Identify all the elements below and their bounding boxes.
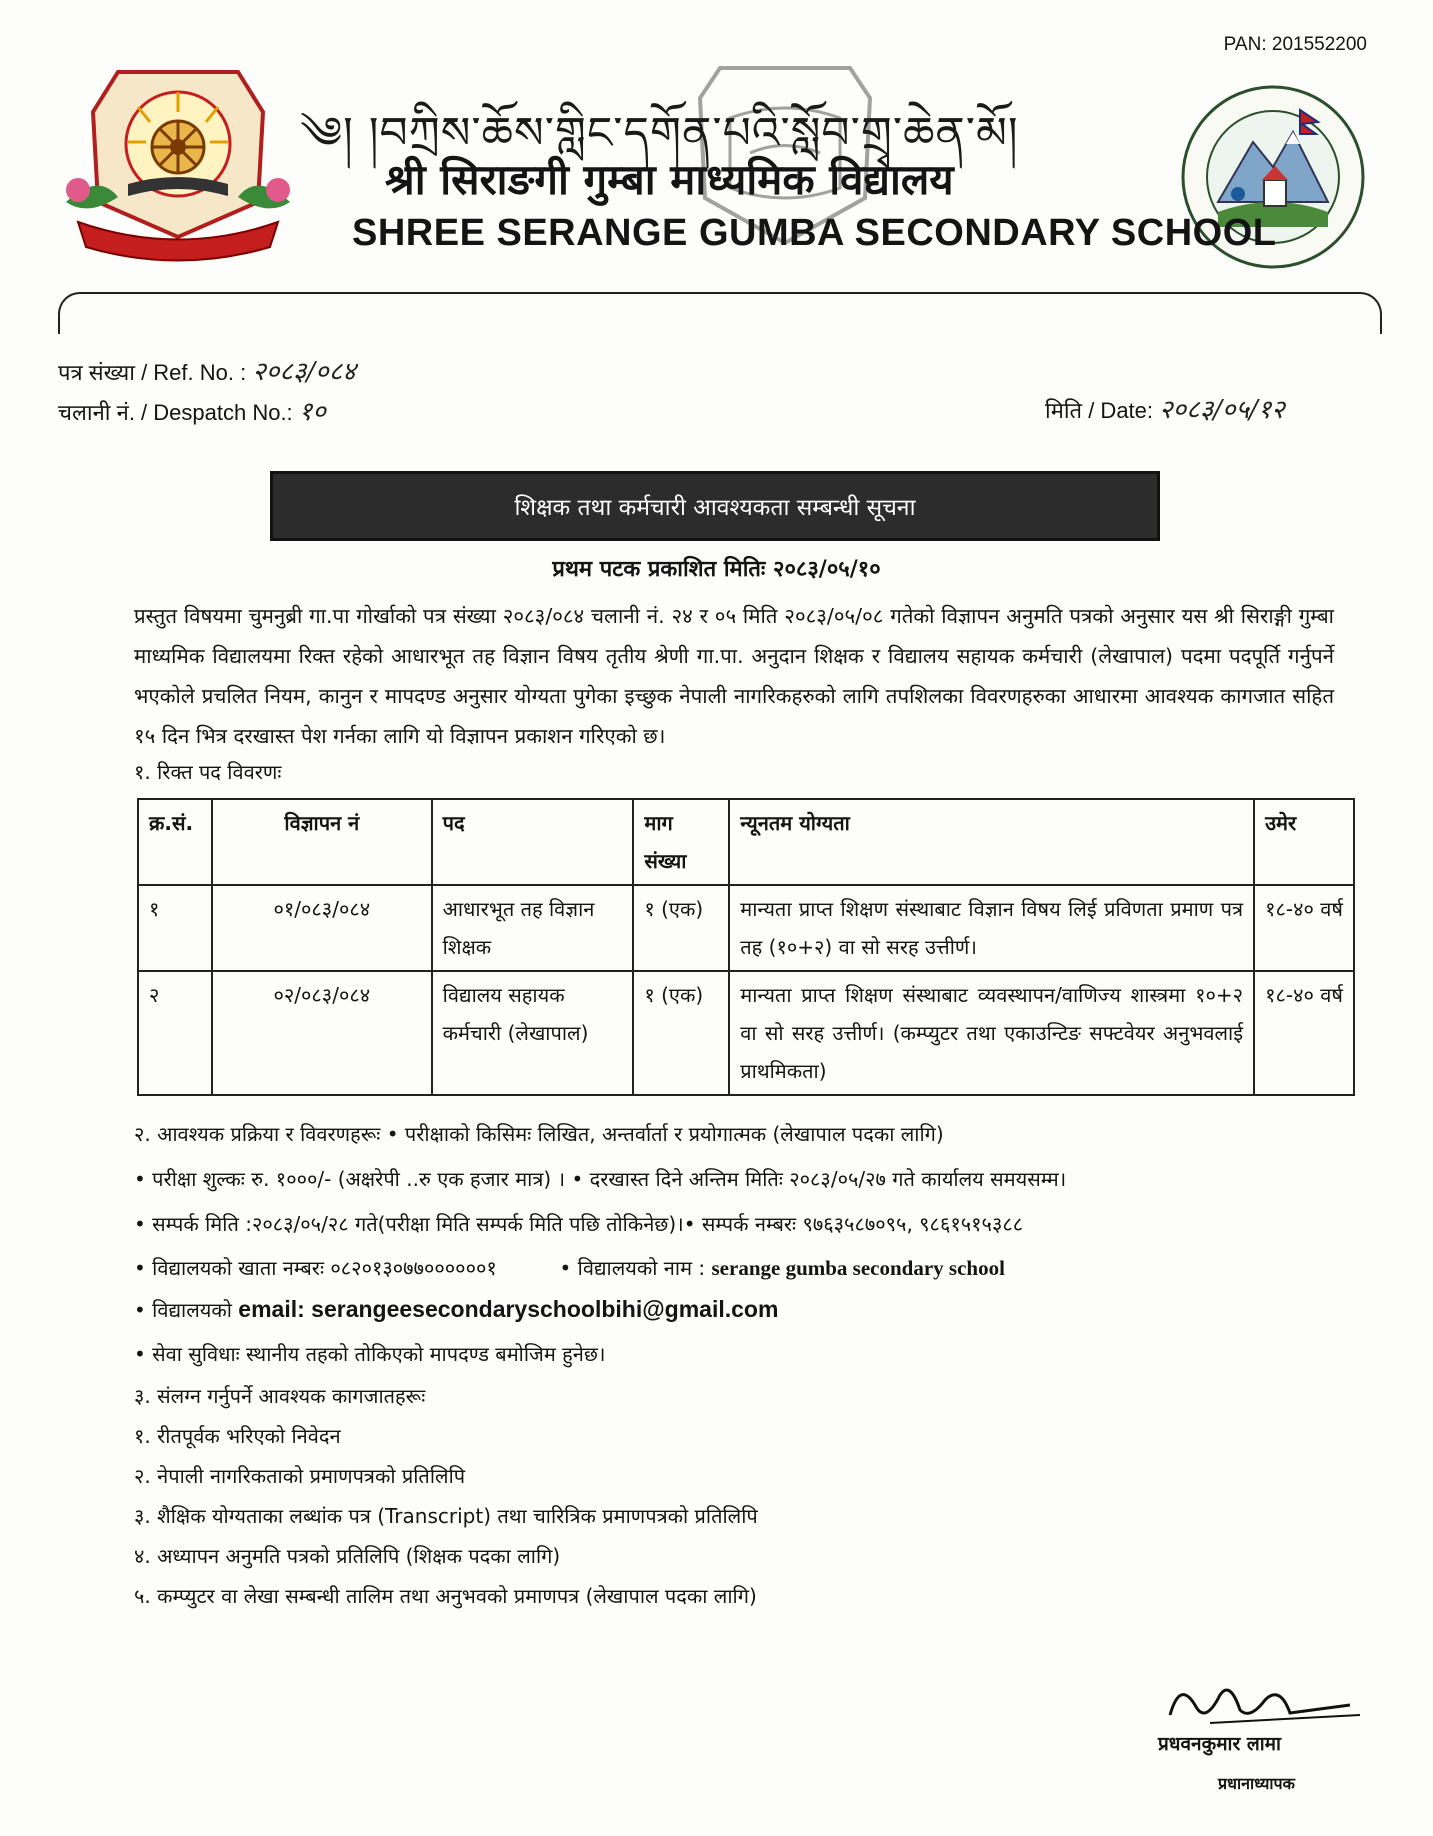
date-label: मिति / Date: <box>1045 398 1154 423</box>
col-post: पद <box>432 799 634 885</box>
despatch-number-row <box>58 392 326 428</box>
account-label: • विद्यालयको खाता नम्बरः <box>134 1256 325 1280</box>
cell-serial: १ <box>138 885 212 971</box>
school-name-value: serange gumba secondary school <box>711 1256 1005 1280</box>
school-name-english: SHREE SERANGE GUMBA SECONDARY SCHOOL <box>352 212 1277 254</box>
cell-age: १८-४० वर्ष <box>1254 885 1354 971</box>
list-item: १. रीतपूर्वक भरिएको निवेदन <box>134 1424 341 1448</box>
col-demand: माग संख्या <box>633 799 729 885</box>
email-label: • विद्यालयको <box>134 1298 232 1322</box>
process-fee-deadline: • परीक्षा शुल्कः रु. १०००/- (अक्षरेपी ..रु एक हजार मात्र) । • दरखास्त दिने अन्तिम मितिः २०८३/०५/२७ गते कार्यालय समयसम्म। <box>134 1167 1067 1191</box>
cell-serial: २ <box>138 971 212 1095</box>
school-email-link[interactable]: email: serangeesecondaryschoolbihi@gmail.com <box>238 1296 779 1322</box>
school-email-row <box>134 1296 778 1323</box>
cell-demand: १ (एक) <box>633 885 729 971</box>
cell-qualification: मान्यता प्राप्त शिक्षण संस्थाबाट व्यवस्थापन/वाणिज्य शास्त्रमा १०+२ वा सो सरह उत्तीर्ण। (कम्प्युटर तथा एकाउन्टिङ सफ्टवेयर अनुभवलाई प्राथमिकता) <box>729 971 1254 1095</box>
despatch-label: चलानी नं. / Despatch No.: <box>58 400 293 425</box>
account-value: ०८२०१३०७७००००००१ <box>330 1256 497 1280</box>
despatch-value: १० <box>298 397 326 427</box>
cell-post: आधारभूत तह विज्ञान शिक्षक <box>432 885 634 971</box>
header-divider <box>58 292 1382 334</box>
documents-title: ३. संलग्न गर्नुपर्ने आवश्यक कागजातहरूः <box>134 1384 426 1408</box>
school-logo <box>58 52 298 262</box>
ref-value: २०८३/०८४ <box>252 357 356 387</box>
signatory-title: प्रधानाध्यापक <box>1218 1774 1295 1793</box>
list-item: ४. अध्यापन अनुमति पत्रको प्रतिलिपि (शिक्षक पदका लागि) <box>134 1544 561 1568</box>
cell-ad-number: ०१/०८३/०८४ <box>212 885 432 971</box>
cell-post: विद्यालय सहायक कर्मचारी (लेखापाल) <box>432 971 634 1095</box>
col-ad-number: विज्ञापन नं <box>212 799 432 885</box>
date-row <box>1045 390 1285 426</box>
notice-banner: शिक्षक तथा कर्मचारी आवश्यकता सम्बन्धी सूचना <box>270 471 1160 541</box>
process-exam-type: २. आवश्यक प्रक्रिया र विवरणहरूः • परीक्षाको किसिमः लिखित, अन्तर्वार्ता र प्रयोगात्मक (लेखापाल पदका लागि) <box>134 1122 944 1146</box>
cell-ad-number: ०२/०८३/०८४ <box>212 971 432 1095</box>
table-row <box>138 885 1354 971</box>
school-name-label: • विद्यालयको नाम : <box>559 1256 706 1280</box>
vacancy-section-title: १. रिक्त पद विवरणः <box>134 760 282 784</box>
table-row <box>138 971 1354 1095</box>
col-age: उमेर <box>1254 799 1354 885</box>
signature-icon <box>1150 1675 1370 1735</box>
list-item: ५. कम्प्युटर वा लेखा सम्बन्धी तालिम तथा अनुभवको प्रमाणपत्र (लेखापाल पदका लागि) <box>134 1584 757 1608</box>
cell-qualification: मान्यता प्राप्त शिक्षण संस्थाबाट विज्ञान विषय लिई प्रविणता प्रमाण पत्र तह (१०+२) वा सो सरह उत्तीर्ण। <box>729 885 1254 971</box>
vacancy-table <box>137 798 1355 1096</box>
first-published-date: प्रथम पटक प्रकाशित मितिः २०८३/०५/१० <box>552 557 881 582</box>
list-item: ३. शैक्षिक योग्यताका लब्धांक पत्र (Transcript) तथा चारित्रिक प्रमाणपत्रको प्रतिलिपि <box>134 1504 758 1528</box>
signatory-name: प्रधवनकुमार लामा <box>1158 1733 1281 1755</box>
ref-label: पत्र संख्या / Ref. No. : <box>58 360 247 385</box>
list-item: २. नेपाली नागरिकताको प्रमाणपत्रको प्रतिलिपि <box>134 1464 466 1488</box>
table-header-row <box>138 799 1354 885</box>
date-value: २०८३/०५/१२ <box>1159 395 1285 425</box>
cell-demand: १ (एक) <box>633 971 729 1095</box>
cell-age: १८-४० वर्ष <box>1254 971 1354 1095</box>
ref-number-row <box>58 352 356 388</box>
pan-number: PAN: 201552200 <box>1223 34 1367 55</box>
col-serial: क्र.सं. <box>138 799 212 885</box>
col-qualification: न्यूनतम योग्यता <box>729 799 1254 885</box>
process-contact: • सम्पर्क मिति :२०८३/०५/२८ गते(परीक्षा मिति सम्पर्क मिति पछि तोकिनेछ)।• सम्पर्क नम्बरः ९७६३५८७०९५, ९८६१५१५३८८ <box>134 1212 1024 1236</box>
notice-intro-paragraph: प्रस्तुत विषयमा चुमनुब्री गा.पा गोर्खाको पत्र संख्या २०८३/०८४ चलानी नं. २४ र ०५ मिति २०८३/०५/०८ गतेको विज्ञापन अनुमति पत्रको अनुसार यस श्री सिराङ्गी गुम्बा माध्यमिक विद्यालयमा रिक्त रहेको आधारभूत तह विज्ञान विषय तृतीय श्रेणी गा.पा. अनुदान शिक्षक र विद्यालय सहायक कर्मचारी (लेखापाल) पदमा पदपूर्ति गर्नुपर्ने भएकोले प्रचलित नियम, कानुन र मापदण्ड अनुसार योग्यता पुगेका इच्छुक नेपाली नागरिकहरुको लागि तपशिलका विवरणहरुका आधारमा आवश्यक कागजात सहित १५ दिन भित्र दरखास्त पेश गर्नका लागि यो विज्ञापन प्रकाशन गरिएको छ। <box>134 604 1334 748</box>
school-account-row <box>134 1254 1005 1281</box>
tibetan-school-name: ༄། །བཀྲིས་ཆོས་གླིང་དགོན་པའི་སློབ་གྲྭ་ཆེན་མོ། <box>300 108 1019 159</box>
service-facility: • सेवा सुविधाः स्थानीय तहको तोकिएको मापदण्ड बमोजिम हुनेछ। <box>134 1342 606 1366</box>
school-name-nepali: श्री सिराङगी गुम्बा माध्यमिक विद्यालय <box>385 155 954 204</box>
